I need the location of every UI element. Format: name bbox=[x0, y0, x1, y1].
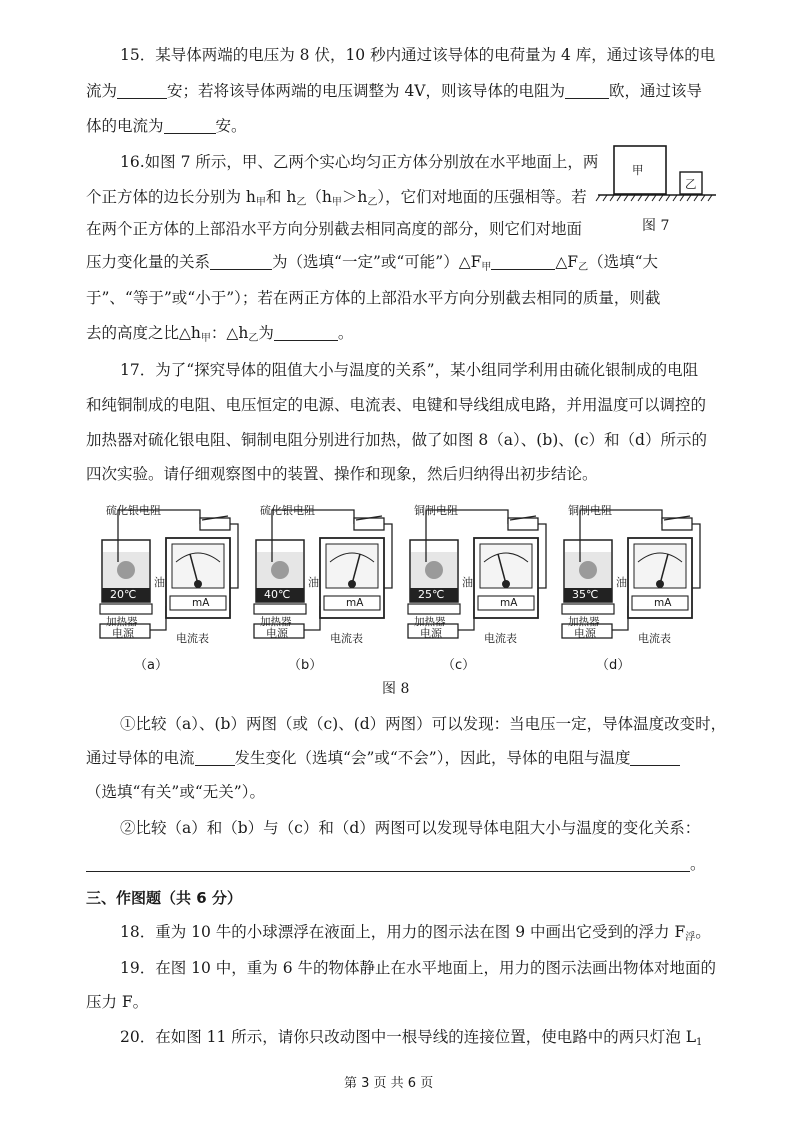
heater-label: 加热器 bbox=[414, 616, 446, 628]
power-source-label: 电源 bbox=[112, 627, 134, 640]
q19-line-2: 压力 F。 bbox=[86, 993, 149, 1011]
figure-7-caption: 图 7 bbox=[642, 218, 670, 234]
ammeter-label: 电流表 bbox=[330, 632, 363, 645]
temperature-readout: 40℃ bbox=[264, 588, 291, 601]
block-jia-label: 甲 bbox=[632, 163, 644, 177]
figure-8-panel-a bbox=[96, 500, 246, 675]
page-footer: 第 3 页 共 6 页 bbox=[344, 1076, 434, 1091]
q17-line-2: 和纯铜制成的电阻、电压恒定的电源、电流表、电键和导线组成电路，并用温度可以调控的 bbox=[86, 396, 707, 414]
temperature-readout: 35℃ bbox=[572, 588, 599, 601]
panel-label: （c） bbox=[442, 658, 476, 673]
resistor-sample bbox=[271, 561, 289, 579]
power-source-label: 电源 bbox=[266, 627, 288, 640]
ground-hatch bbox=[596, 195, 712, 201]
section-3-title: 三、作图题（共 6 分） bbox=[86, 889, 242, 907]
q16-line-5: 于”、“等于”或“小于”）；若在两正方体的上部沿水平方向分别截去相同的质量，则截 bbox=[86, 289, 661, 307]
heater bbox=[254, 604, 306, 614]
resistor-label: 铜制电阻 bbox=[414, 504, 458, 517]
ammeter-unit: mA bbox=[654, 597, 672, 609]
heater bbox=[408, 604, 460, 614]
q16-line-4: 压力变化量的关系 为（选填“一定”或“可能$”)\triangle F_甲$ $\triangle F_乙$（选填“大 bbox=[86, 253, 659, 273]
heater bbox=[562, 604, 614, 614]
heater-label: 加热器 bbox=[106, 616, 138, 628]
resistor-label: 硫化银电阻 bbox=[260, 504, 315, 517]
block-yi-label: 乙 bbox=[685, 177, 697, 191]
power-source-label: 电源 bbox=[420, 627, 442, 640]
q17-blank-change[interactable] bbox=[195, 749, 235, 766]
ammeter-unit: mA bbox=[346, 597, 364, 609]
q17-blank-conclusion[interactable] bbox=[86, 855, 690, 872]
needle-pivot bbox=[656, 580, 664, 588]
needle-pivot bbox=[502, 580, 510, 588]
q17-line-1: 17．为了“探究导体的阻值大小与温度的关系”，某小组同学利用由硫化银制成的电阻 bbox=[120, 361, 699, 379]
needle-pivot bbox=[194, 580, 202, 588]
figure-8-panel-b bbox=[250, 500, 400, 675]
q15-line-1: 15．某导体两端的电压为 8 伏，10 秒内通过该导体的电荷量为 4 库，通过该导体的电 bbox=[120, 46, 716, 64]
heater-label: 加热器 bbox=[568, 616, 600, 628]
q17-line-3: 加热器对硫化银电阻、铜制电阻分别进行加热，做了如图 8（a）、(b)、(c）和（d）所示的 bbox=[86, 431, 707, 449]
q16-line-3: 在两个正方体的上部沿水平方向分别截去相同高度的部分，则它们对地面 bbox=[86, 220, 583, 238]
resistor-sample bbox=[579, 561, 597, 579]
q16-blank-relation[interactable] bbox=[210, 253, 272, 270]
q18-line: 18．重为 10 牛的小球漂浮在液面上，用力的图示法在图 9 中画出它受到的浮力 $F_浮$。 bbox=[120, 923, 711, 943]
q19-line-1: 19．在图 10 中，重为 6 牛的物体静止在水平地面上，用力的图示法画出物体对地面的 bbox=[120, 959, 717, 977]
oil-label: 油 bbox=[154, 576, 165, 589]
q16-blank-compare[interactable] bbox=[491, 253, 555, 270]
resistor-sample bbox=[425, 561, 443, 579]
figure-8-panel-d bbox=[558, 500, 708, 675]
q15-line-2: 流为 安；若将该导体两端的电压调整为 4V，则该导体的电阻为 欧，通过该导 bbox=[86, 82, 703, 100]
q16-line-1: 16.如图 7 所示，甲、乙两个实心均匀正方体分别放在水平地面上，两 bbox=[120, 153, 599, 171]
resistor-label: 硫化银电阻 bbox=[106, 504, 161, 517]
oil-label: 油 bbox=[308, 576, 319, 589]
panel-label: （a） bbox=[134, 658, 168, 673]
q16-line-6: 去的高度之比$\triangle h_甲$：$\triangle h_乙$为 。 bbox=[86, 324, 354, 344]
temperature-readout: 25℃ bbox=[418, 588, 445, 601]
ammeter-unit: mA bbox=[500, 597, 518, 609]
q17-b-line-2: 。 bbox=[86, 853, 706, 875]
figure-8-panel-c bbox=[404, 500, 554, 675]
q15-line-3: 体的电流为 安。 bbox=[86, 117, 247, 135]
q17-a-line-1: ①比较（a）、(b）两图（或（c)、(d）两图）可以发现：当电压一定，导体温度改变时， bbox=[120, 715, 727, 733]
needle-pivot bbox=[348, 580, 356, 588]
panel-label: （b） bbox=[288, 658, 323, 673]
q17-blank-related[interactable] bbox=[630, 749, 680, 766]
q16-blank-ratio[interactable] bbox=[274, 324, 338, 341]
figure-8-caption: 图 8 bbox=[382, 681, 410, 697]
heater-label: 加热器 bbox=[260, 616, 292, 628]
q16-line-2: 个正方体的边长分别为 $h_甲$和 $h_乙(h_甲>h_乙)$，它们对地面的压强相等。若 bbox=[86, 188, 587, 208]
oil-label: 油 bbox=[462, 576, 473, 589]
power-source-label: 电源 bbox=[574, 627, 596, 640]
q17-a-line-3: （选填“有关”或“无关”）。 bbox=[86, 783, 265, 801]
ammeter-unit: mA bbox=[192, 597, 210, 609]
resistor-label: 铜制电阻 bbox=[568, 504, 612, 517]
q17-line-4: 四次实验。请仔细观察图中的装置、操作和现象，然后归纳得出初步结论。 bbox=[86, 465, 598, 483]
ammeter-label: 电流表 bbox=[484, 632, 517, 645]
q17-b-line-1: ②比较（a）和（b）与（c）和（d）两图可以发现导体电阻大小与温度的变化关系： bbox=[120, 819, 701, 837]
q17-a-line-2: 通过导体的电流 发生变化（选填“会”或“不会”），因此，导体的电阻与温度 bbox=[86, 747, 680, 769]
q20-line: 20．在如图 11 所示，请你只改动图中一根导线的连接位置，使电路中的两只灯泡 $L_1$ bbox=[120, 1028, 703, 1048]
ammeter-label: 电流表 bbox=[638, 632, 671, 645]
oil-label: 油 bbox=[616, 576, 627, 589]
resistor-sample bbox=[117, 561, 135, 579]
ammeter-label: 电流表 bbox=[176, 632, 209, 645]
heater bbox=[100, 604, 152, 614]
panel-label: （d） bbox=[596, 658, 631, 673]
temperature-readout: 20℃ bbox=[110, 588, 137, 601]
